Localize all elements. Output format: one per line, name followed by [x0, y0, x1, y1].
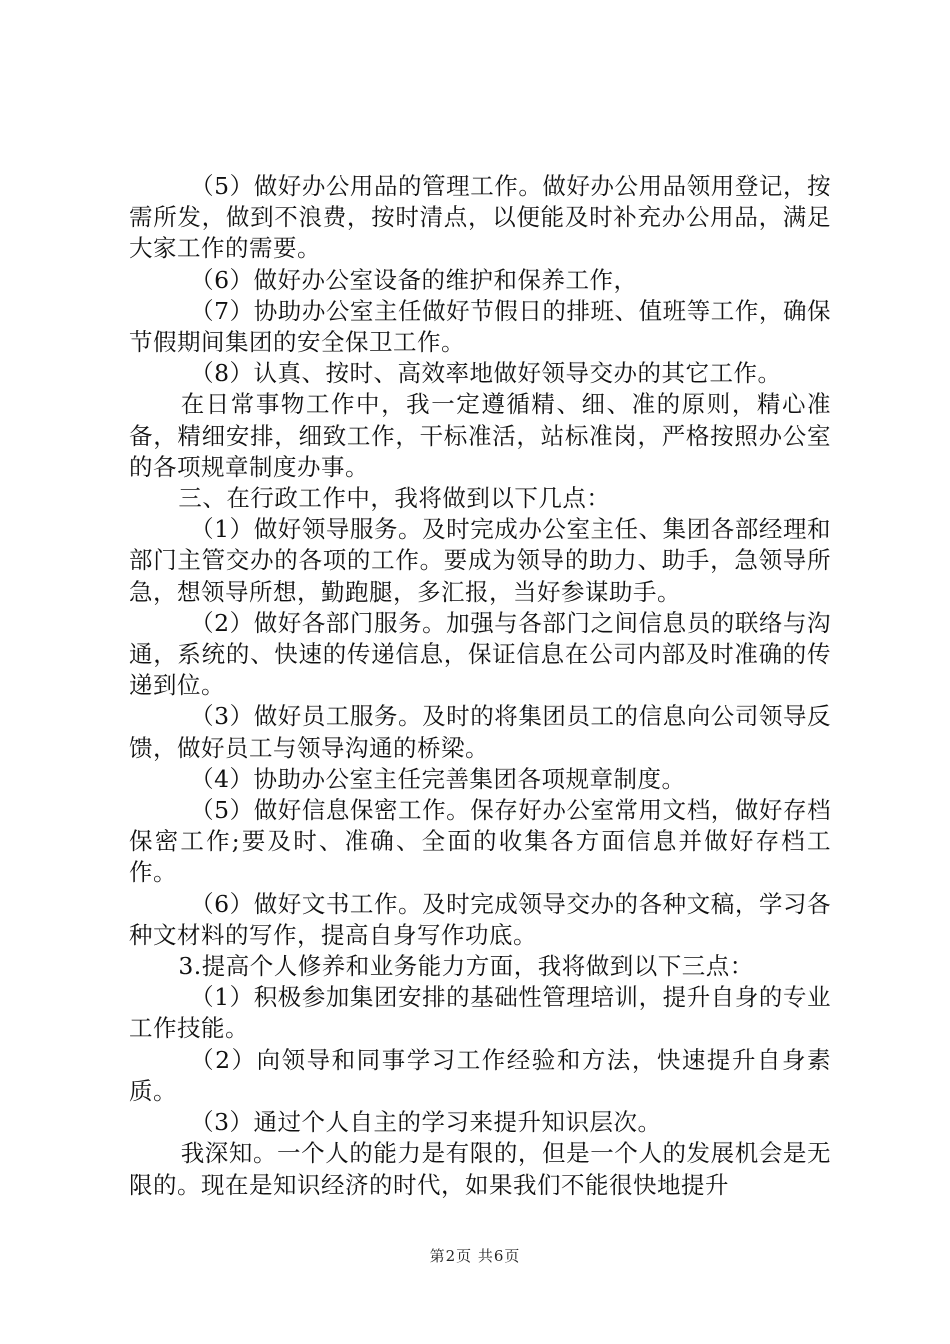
section-heading-administration: 三、在行政工作中，我将做到以下几点：: [178, 484, 611, 513]
paragraph-holiday-duty: （7）协助办公室主任做好节假日的排班、值班等工作，确保节假期间集团的安全保卫工作。: [129, 296, 831, 357]
paragraph-confidentiality: （5）做好信息保密工作。保存好办公室常用文档，做好存档保密工作;要及时、准确、全面的收集各方面信息并做好存档工作。: [129, 796, 831, 887]
paragraph-learn-from-colleagues: （2）向领导和同事学习工作经验和方法，快速提升自身素质。: [129, 1045, 831, 1105]
paragraph-conclusion: 我深知。一个人的能力是有限的，但是一个人的发展机会是无限的。现在是知识经济的时代，如果我们不能很快地提升: [129, 1139, 831, 1199]
paragraph-self-study: （3）通过个人自主的学习来提升知识层次。: [190, 1108, 662, 1137]
paragraph-staff-service: （3）做好员工服务。及时的将集团员工的信息向公司领导反馈，做好员工与领导沟通的桥梁。: [129, 702, 831, 762]
section-heading-self-improvement: 3.提高个人修养和业务能力方面，我将做到以下三点：: [178, 952, 754, 981]
paragraph-equipment-maintenance: （6）做好办公室设备的维护和保养工作，: [190, 265, 638, 294]
paragraph-regulations: （4）协助办公室主任完善集团各项规章制度。: [190, 764, 686, 793]
paragraph-document-work: （6）做好文书工作。及时完成领导交办的各种文稿，学习各种文材料的写作，提高自身写作功底。: [129, 889, 831, 949]
paragraph-leader-service: （1）做好领导服务。及时完成办公室主任、集团各部经理和部门主管交办的各项的工作。要成为领导的助力、助手，急领导所急，想领导所想，勤跑腿，多汇报，当好参谋助手。: [129, 515, 831, 606]
paragraph-training: （1）积极参加集团安排的基础性管理培训，提升自身的专业工作技能。: [129, 983, 831, 1043]
paragraph-leader-tasks: （8）认真、按时、高效率地做好领导交办的其它工作。: [190, 359, 782, 388]
paragraph-daily-affairs: 在日常事物工作中，我一定遵循精、细、准的原则，精心准备，精细安排，细致工作，干标准活，站标准岗，严格按照办公室的各项规章制度办事。: [129, 390, 831, 481]
page-number-footer: 第2页 共6页: [429, 1247, 521, 1265]
document-body: [129, 171, 831, 1201]
paragraph-department-service: （2）做好各部门服务。加强与各部门之间信息员的联络与沟通，系统的、快速的传递信息，保证信息在公司内部及时准确的传递到位。: [129, 608, 831, 700]
paragraph-office-supplies: （5）做好办公用品的管理工作。做好办公用品领用登记，按需所发，做到不浪费，按时清点，以便能及时补充办公用品，满足大家工作的需要。: [129, 172, 831, 263]
